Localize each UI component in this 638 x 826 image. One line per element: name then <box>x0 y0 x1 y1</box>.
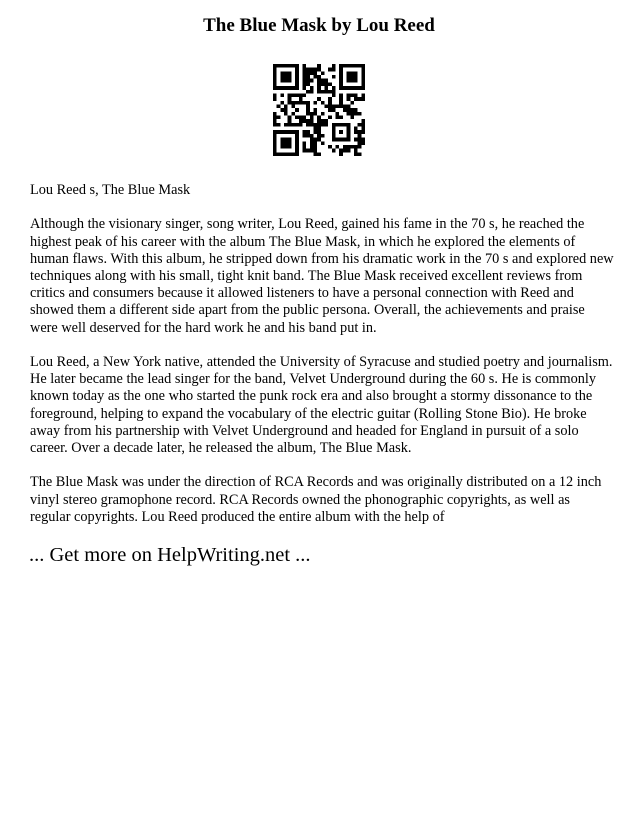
document-body <box>30 182 614 567</box>
get-more-link[interactable]: ... Get more on HelpWriting.net ... <box>29 544 311 567</box>
paragraph: The Blue Mask was under the direction of RCA Records and was originally distributed on a 12 inch vinyl stereo gramophone record. RCA Records owned the phonographic copyrights, as well as regular copyrights. Lou Reed produced the entire album with the help of <box>30 474 602 525</box>
document-title: The Blue Mask by Lou Reed <box>203 15 435 36</box>
qr-code-icon[interactable] <box>273 64 365 156</box>
paragraph: Lou Reed, a New York native, attended the University of Syracuse and studied poetry and journalism. He later became the lead singer for the band, Velvet Underground during the 60 s. He is commonly known today as the one who started the punk rock era and also brought a stormy dissonance to the foreground, helping to expand the vocabulary of the electric guitar (Rolling Stone Bio). He broke away from his partnership with Velvet Underground and headed for England in pursuit of a solo career. Over a decade later, he released the album, The Blue Mask. <box>30 354 613 457</box>
paragraph: Although the visionary singer, song writer, Lou Reed, gained his fame in the 70 s, he reached the highest peak of his career with the album The Blue Mask, in which he explored the elements of human flaws. With this album, he stripped down from his dramatic work in the 70 s and explored new techniques along with his small, tight knit band. The Blue Mask received excellent reviews from critics and consumers because it allowed listeners to have a personal connection with Reed and showed them a different side apart from the public persona. Overall, the achievements and praise were well deserved for the hard work he and his band put in. <box>30 216 614 336</box>
document-subtitle: Lou Reed s, The Blue Mask <box>30 182 191 198</box>
